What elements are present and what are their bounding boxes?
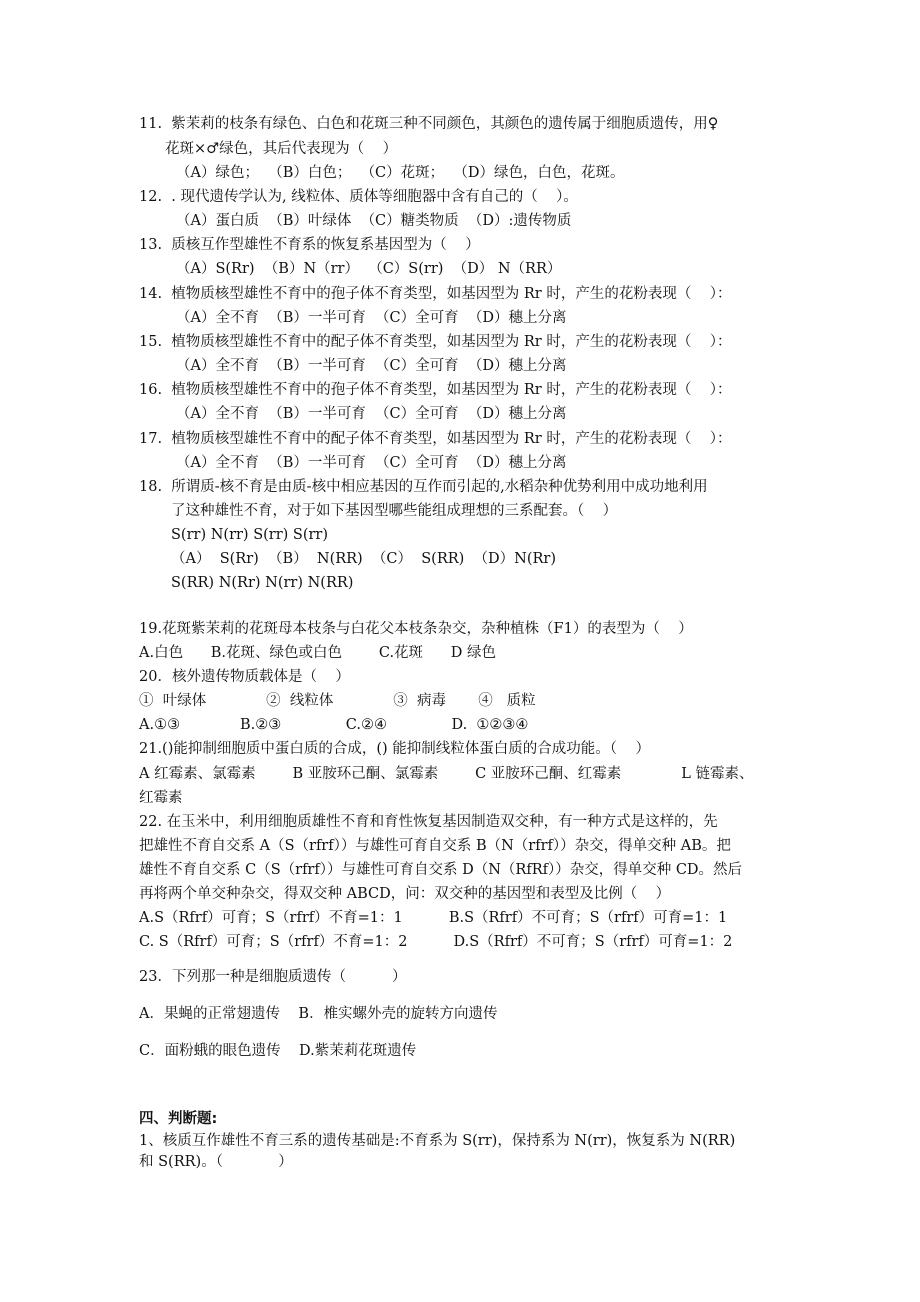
- q18-options: （A） S(Rr) （B） N(RR) （C） S(RR) （D）N(Rr): [171, 551, 557, 567]
- q11-line2: 花斑×♂绿色，其后代表现为（ ）: [165, 141, 398, 157]
- q22-options-ab: A.S（Rfrf）可育；S（rfrf）不育=1：1 B.S（Rfrf）不可育；S（rfrf）可育=1：1: [139, 910, 728, 926]
- q19-text: 19.花斑紫茉莉的花斑母本枝条与白花父本枝条杂交，杂种植株（F1）的表型为（ ）: [139, 621, 693, 637]
- q22-line2: 把雄性不育自交系 A（S（rfrf））与雄性可育自交系 B（N（rfrf））杂交，得单交种 AB。把: [139, 838, 731, 854]
- q15-text: 15. 植物质核型雄性不育中的配子体不育类型，如基因型为 Rr 时，产生的花粉表现（ ）：: [139, 334, 732, 350]
- q21-options: A 红霉素、氯霉素 B 亚胺环己酮、氯霉素 C 亚胺环己酮、红霉素 L 链霉素、: [139, 766, 754, 782]
- q20-text: 20．核外遗传物质载体是（ ）: [139, 669, 350, 685]
- q21-text: 21.()能抑制细胞质中蛋白质的合成，() 能抑制线粒体蛋白质的合成功能。（ ）: [139, 741, 650, 757]
- q12-text: 12. . 现代遗传学认为, 线粒体、质体等细胞器中含有自己的（ ）。: [139, 189, 578, 205]
- q22-line4: 再将两个单交种杂交，得双交种 ABCD，问：双交种的基因型和表型及比例（ ）: [139, 886, 671, 902]
- tf1-line2: 和 S(RR)。（ ）: [139, 1154, 293, 1170]
- q20-items: ① 叶绿体 ② 线粒体 ③ 病毒 ④ 质粒: [139, 693, 536, 709]
- q18-genotypes-bottom: S(RR) N(Rr) N(rr) N(RR): [171, 575, 354, 591]
- q18-line2: 了这种雄性不育，对于如下基因型哪些能组成理想的三系配套。（ ）: [171, 503, 618, 519]
- q20-options: A.①③ B.②③ C.②④ D. ①②③④: [139, 717, 529, 733]
- q17-options: （A）全不育 （B）一半可育 （C）全可育 （D）穗上分离: [176, 455, 567, 471]
- q13-options: （A）S(Rr) （B）N（rr） （C）S(rr) （D） N（RR）: [176, 261, 562, 277]
- q21-options-cont: 红霉素: [139, 790, 183, 806]
- q11-line1: 11. 紫茉莉的枝条有绿色、白色和花斑三种不同颜色，其颜色的遗传属于细胞质遗传，用♀: [139, 116, 719, 132]
- q14-options: （A）全不育 （B）一半可育 （C）全可育 （D）穗上分离: [176, 310, 567, 326]
- q23-options-ab: A．果蝇的正常翅遗传 B．椎实螺外壳的旋转方向遗传: [139, 1006, 498, 1022]
- section-heading: 四、判断题:: [139, 1111, 218, 1127]
- q12-options: （A）蛋白质 （B）叶绿体 （C）糖类物质 （D）:遗传物质: [176, 213, 572, 229]
- q16-text: 16. 植物质核型雄性不育中的孢子体不育类型，如基因型为 Rr 时，产生的花粉表现（ ）：: [139, 382, 732, 398]
- q19-options: A.白色 B.花斑、绿色或白色 C.花斑 D 绿色: [139, 645, 496, 661]
- q22-line3: 雄性不育自交系 C（S（rfrf））与雄性可育自交系 D（N（RfRf））杂交，得单交种 CD。然后: [139, 862, 743, 878]
- q22-options-cd: C. S（Rfrf）可育；S（rfrf）不育=1：2 D.S（Rfrf）不可育；S（rfrf）可育=1：2: [139, 934, 733, 950]
- q17-text: 17. 植物质核型雄性不育中的配子体不育类型，如基因型为 Rr 时，产生的花粉表现（ ）：: [139, 431, 732, 447]
- tf1-line1: 1、核质互作雄性不育三系的遗传基础是:不育系为 S(rr)，保持系为 N(rr)，恢复系为 N(RR): [139, 1133, 736, 1149]
- q15-options: （A）全不育 （B）一半可育 （C）全可育 （D）穗上分离: [176, 358, 567, 374]
- q23-text: 23．下列那一种是细胞质遗传（ ）: [139, 969, 407, 985]
- q13-text: 13. 质核互作型雄性不育系的恢复系基因型为（ ）: [139, 237, 480, 253]
- q14-text: 14. 植物质核型雄性不育中的孢子体不育类型，如基因型为 Rr 时，产生的花粉表现（ ）：: [139, 286, 732, 302]
- q22-line1: 22. 在玉米中，利用细胞质雄性不育和育性恢复基因制造双交种，有一种方式是这样的，先: [139, 814, 718, 830]
- q16-options: （A）全不育 （B）一半可育 （C）全可育 （D）穗上分离: [176, 406, 567, 422]
- q11-options: （A）绿色； （B）白色； （C）花斑； （D）绿色，白色，花斑。: [176, 165, 625, 181]
- q18-genotypes-top: S(rr) N(rr) S(rr) S(rr): [171, 527, 329, 543]
- q18-line1: 18. 所谓质-核不育是由质-核中相应基因的互作而引起的,水稻杂种优势利用中成功地利用: [139, 479, 708, 495]
- q23-options-cd: C．面粉蛾的眼色遗传 D.紫茉莉花斑遗传: [139, 1043, 417, 1059]
